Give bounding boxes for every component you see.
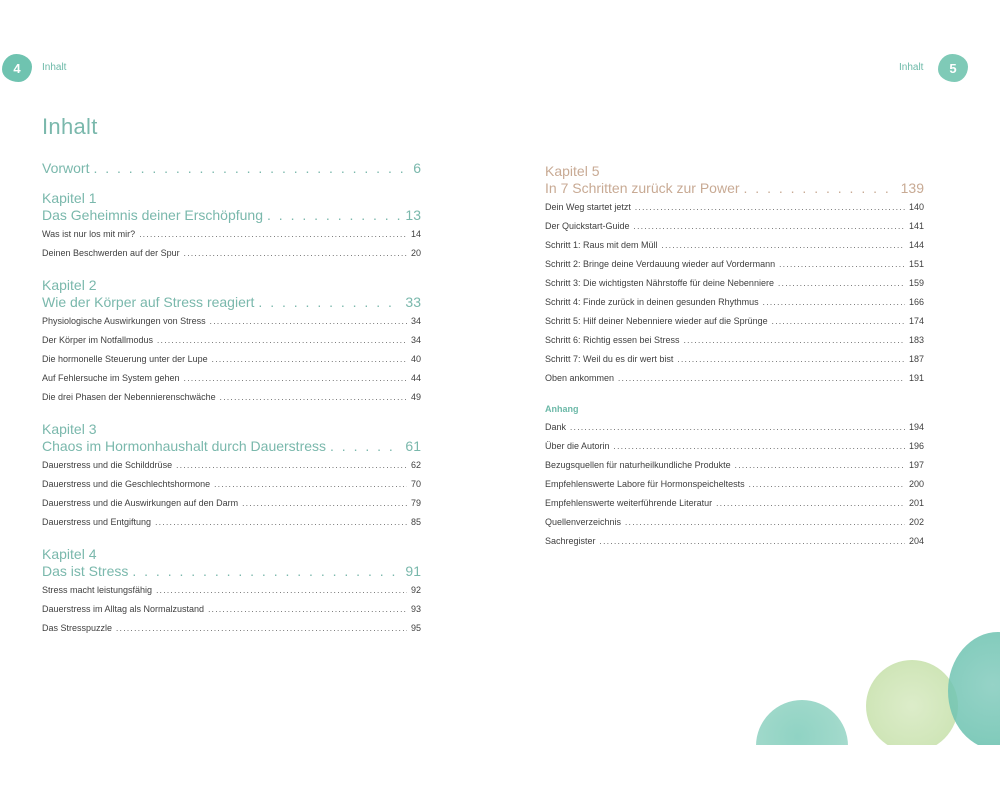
toc-entry-page: 202 bbox=[908, 517, 924, 527]
leader-dots bbox=[242, 498, 407, 509]
leader-dots bbox=[635, 202, 905, 213]
chapter-kicker: Kapitel 2 bbox=[42, 277, 97, 293]
toc-entry-label: Physiologische Auswirkungen von Stress bbox=[42, 316, 206, 326]
toc-entry-page: 49 bbox=[410, 392, 421, 402]
toc-entry-page: 187 bbox=[908, 354, 924, 364]
toc-entry-label: Dauerstress und Entgiftung bbox=[42, 517, 152, 527]
leader-dots bbox=[116, 623, 407, 634]
toc-entry-page: 197 bbox=[908, 460, 924, 470]
leader-dots bbox=[258, 294, 401, 311]
toc-entry-page: 62 bbox=[410, 460, 421, 470]
page-bottom-mask bbox=[740, 745, 1000, 800]
toc-entry[interactable] bbox=[42, 585, 421, 604]
appendix-heading: Anhang bbox=[545, 404, 579, 414]
toc-entry-page: 93 bbox=[410, 604, 421, 614]
toc-entry-page: 200 bbox=[908, 479, 924, 489]
toc-entry-page: 166 bbox=[908, 297, 924, 307]
leader-dots bbox=[634, 221, 905, 232]
leader-dots bbox=[93, 160, 409, 177]
right-page-number: 5 bbox=[938, 54, 968, 82]
toc-entry-label: Dank bbox=[545, 422, 567, 432]
toc-entry-page: 183 bbox=[908, 335, 924, 345]
toc-entry[interactable] bbox=[42, 392, 421, 411]
toc-entry-page: 194 bbox=[908, 422, 924, 432]
chapter-title: In 7 Schritten zurück zur Power bbox=[545, 180, 740, 196]
toc-entry[interactable] bbox=[545, 259, 924, 278]
leader-dots bbox=[778, 278, 905, 289]
toc-entry[interactable] bbox=[42, 354, 421, 373]
toc-entry-label: Quellenverzeichnis bbox=[545, 517, 622, 527]
toc-entry[interactable] bbox=[42, 335, 421, 354]
toc-entry-label: Empfehlenswerte weiterführende Literatur bbox=[545, 498, 713, 508]
chapter-title-row[interactable] bbox=[42, 438, 421, 455]
toc-left-column bbox=[42, 160, 421, 652]
left-running-head: Inhalt bbox=[42, 62, 67, 73]
toc-entry-label: Dauerstress und die Geschlechtshormone bbox=[42, 479, 211, 489]
leader-dots bbox=[716, 498, 905, 509]
chapter-title: Wie der Körper auf Stress reagiert bbox=[42, 294, 255, 310]
toc-entry[interactable] bbox=[42, 373, 421, 392]
chapter-title-row[interactable] bbox=[545, 180, 924, 197]
chapter-page: 13 bbox=[405, 207, 421, 223]
leader-dots bbox=[763, 297, 905, 308]
toc-entry[interactable] bbox=[42, 479, 421, 498]
toc-left-chapters bbox=[42, 190, 421, 642]
leader-dots bbox=[614, 441, 905, 452]
chapter-title-row[interactable] bbox=[42, 563, 421, 580]
toc-vorwort-label: Vorwort bbox=[42, 160, 90, 176]
toc-entry-page: 204 bbox=[908, 536, 924, 546]
leader-dots bbox=[220, 392, 407, 403]
toc-entry-page: 191 bbox=[908, 373, 924, 383]
toc-entry-label: Der Quickstart-Guide bbox=[545, 221, 630, 231]
leader-dots bbox=[184, 248, 407, 259]
toc-chapter-2 bbox=[42, 277, 421, 411]
toc-entry-label: Auf Fehlersuche im System gehen bbox=[42, 373, 180, 383]
toc-entry[interactable] bbox=[545, 479, 924, 498]
toc-entry[interactable] bbox=[42, 498, 421, 517]
toc-entry[interactable] bbox=[545, 441, 924, 460]
toc-entry-page: 34 bbox=[410, 335, 421, 345]
toc-entry-page: 141 bbox=[908, 221, 924, 231]
leader-dots bbox=[625, 517, 905, 528]
toc-entry-label: Der Körper im Notfallmodus bbox=[42, 335, 154, 345]
toc-chapter-1 bbox=[42, 190, 421, 267]
toc-entry-page: 140 bbox=[908, 202, 924, 212]
leader-dots bbox=[210, 316, 407, 327]
toc-entry[interactable] bbox=[545, 498, 924, 517]
toc-entry-label: Schritt 4: Finde zurück in deinen gesunden Rhythmus bbox=[545, 297, 759, 307]
toc-entry[interactable] bbox=[545, 536, 924, 555]
toc-entry-page: 151 bbox=[908, 259, 924, 269]
toc-entry-page: 79 bbox=[410, 498, 421, 508]
leader-dots bbox=[156, 585, 407, 596]
toc-entry-label: Dauerstress und die Auswirkungen auf den Darm bbox=[42, 498, 239, 508]
toc-entry-label: Oben ankommen bbox=[545, 373, 615, 383]
leader-dots bbox=[132, 563, 401, 580]
toc-entry[interactable] bbox=[545, 240, 924, 259]
leader-dots bbox=[208, 604, 407, 615]
toc-right-column bbox=[545, 163, 924, 555]
toc-entry-label: Deinen Beschwerden auf der Spur bbox=[42, 248, 180, 258]
toc-entry[interactable] bbox=[545, 278, 924, 297]
toc-chapter-4 bbox=[42, 546, 421, 642]
toc-entry[interactable] bbox=[545, 354, 924, 373]
chapter-page: 61 bbox=[405, 438, 421, 454]
toc-entry-label: Dauerstress und die Schilddrüse bbox=[42, 460, 173, 470]
right-running-head: Inhalt bbox=[899, 62, 924, 73]
toc-entry-label: Über die Autorin bbox=[545, 441, 610, 451]
chapter-title: Das ist Stress bbox=[42, 563, 129, 579]
toc-entry[interactable] bbox=[42, 517, 421, 536]
toc-entry-label: Schritt 2: Bringe deine Verdauung wieder auf Vordermann bbox=[545, 259, 776, 269]
toc-entry[interactable] bbox=[42, 248, 421, 267]
toc-entry[interactable] bbox=[545, 335, 924, 354]
leader-dots bbox=[662, 240, 905, 251]
appendix-entries bbox=[545, 422, 924, 555]
toc-entry-page: 201 bbox=[908, 498, 924, 508]
toc-vorwort-page: 6 bbox=[413, 160, 421, 176]
toc-entry[interactable] bbox=[545, 422, 924, 441]
leader-dots bbox=[618, 373, 905, 384]
decorative-green-circle bbox=[866, 660, 958, 752]
chapter-page: 91 bbox=[405, 563, 421, 579]
leader-dots bbox=[735, 460, 905, 471]
toc-entry-page: 20 bbox=[410, 248, 421, 258]
toc-entry-page: 144 bbox=[908, 240, 924, 250]
toc-entry[interactable] bbox=[42, 623, 421, 642]
leader-dots bbox=[155, 517, 407, 528]
toc-entry[interactable] bbox=[545, 517, 924, 536]
toc-entry-page: 85 bbox=[410, 517, 421, 527]
toc-entry-page: 159 bbox=[908, 278, 924, 288]
toc-entry-page: 196 bbox=[908, 441, 924, 451]
toc-entry-label: Schritt 7: Weil du es dir wert bist bbox=[545, 354, 674, 364]
leader-dots bbox=[677, 354, 905, 365]
chapter-title: Das Geheimnis deiner Erschöpfung bbox=[42, 207, 264, 223]
chapter-title-row[interactable] bbox=[42, 207, 421, 224]
leader-dots bbox=[744, 180, 897, 197]
chapter-kicker: Kapitel 1 bbox=[42, 190, 97, 206]
toc-entry[interactable] bbox=[545, 221, 924, 240]
chapter-page: 139 bbox=[900, 180, 924, 196]
toc-entry-page: 14 bbox=[410, 229, 421, 239]
toc-vorwort[interactable] bbox=[42, 160, 421, 177]
chapter-kicker: Kapitel 3 bbox=[42, 421, 97, 437]
chapter-entries bbox=[545, 202, 924, 392]
toc-entry-page: 92 bbox=[410, 585, 421, 595]
toc-entry-label: Schritt 1: Raus mit dem Müll bbox=[545, 240, 658, 250]
leader-dots bbox=[684, 335, 905, 346]
chapter-title-row[interactable] bbox=[42, 294, 421, 311]
toc-entry[interactable] bbox=[545, 316, 924, 335]
chapter-title: Chaos im Hormonhaushalt durch Dauerstress bbox=[42, 438, 327, 454]
leader-dots bbox=[267, 207, 401, 224]
toc-entry-page: 40 bbox=[410, 354, 421, 364]
chapter-page: 33 bbox=[405, 294, 421, 310]
toc-entry[interactable] bbox=[545, 373, 924, 392]
toc-entry-label: Die hormonelle Steuerung unter der Lupe bbox=[42, 354, 208, 364]
toc-chapter-3 bbox=[42, 421, 421, 536]
toc-entry-label: Dein Weg startet jetzt bbox=[545, 202, 631, 212]
toc-entry-label: Was ist nur los mit mir? bbox=[42, 229, 136, 239]
leader-dots bbox=[157, 335, 407, 346]
toc-entry-label: Dauerstress im Alltag als Normalzustand bbox=[42, 604, 205, 614]
chapter-kicker: Kapitel 5 bbox=[545, 163, 600, 179]
toc-entry[interactable] bbox=[42, 229, 421, 248]
toc-entry-page: 44 bbox=[410, 373, 421, 383]
toc-entry-label: Stress macht leistungsfähig bbox=[42, 585, 153, 595]
toc-entry-label: Schritt 5: Hilf deiner Nebenniere wieder auf die Sprünge bbox=[545, 316, 768, 326]
leader-dots bbox=[214, 479, 407, 490]
page-title: Inhalt bbox=[42, 114, 98, 139]
toc-entry-label: Schritt 3: Die wichtigsten Nährstoffe für deine Nebenniere bbox=[545, 278, 774, 288]
toc-entry-label: Bezugsquellen für naturheilkundliche Produkte bbox=[545, 460, 731, 470]
leader-dots bbox=[779, 259, 905, 270]
leader-dots bbox=[212, 354, 407, 365]
leader-dots bbox=[184, 373, 407, 384]
toc-entry[interactable] bbox=[545, 460, 924, 479]
toc-entry[interactable] bbox=[42, 316, 421, 335]
toc-entry[interactable] bbox=[545, 297, 924, 316]
toc-entry-page: 174 bbox=[908, 316, 924, 326]
toc-entry[interactable] bbox=[42, 604, 421, 623]
toc-entry-label: Das Stresspuzzle bbox=[42, 623, 113, 633]
toc-entry-label: Die drei Phasen der Nebennierenschwäche bbox=[42, 392, 216, 402]
leader-dots bbox=[176, 460, 407, 471]
toc-entry-label: Empfehlenswerte Labore für Hormonspeicheltests bbox=[545, 479, 745, 489]
toc-entry[interactable] bbox=[42, 460, 421, 479]
toc-chapter-5 bbox=[545, 163, 924, 392]
leader-dots bbox=[749, 479, 905, 490]
chapter-kicker: Kapitel 4 bbox=[42, 546, 97, 562]
leader-dots bbox=[600, 536, 905, 547]
decorative-teal-circle-large bbox=[948, 632, 1000, 750]
toc-entry-page: 34 bbox=[410, 316, 421, 326]
leader-dots bbox=[330, 438, 401, 455]
toc-entry[interactable] bbox=[545, 202, 924, 221]
leader-dots bbox=[772, 316, 905, 327]
left-page-number: 4 bbox=[2, 54, 32, 82]
toc-entry-page: 95 bbox=[410, 623, 421, 633]
leader-dots bbox=[139, 229, 407, 240]
toc-entry-page: 70 bbox=[410, 479, 421, 489]
toc-entry-label: Sachregister bbox=[545, 536, 596, 546]
toc-entry-label: Schritt 6: Richtig essen bei Stress bbox=[545, 335, 680, 345]
leader-dots bbox=[570, 422, 905, 433]
